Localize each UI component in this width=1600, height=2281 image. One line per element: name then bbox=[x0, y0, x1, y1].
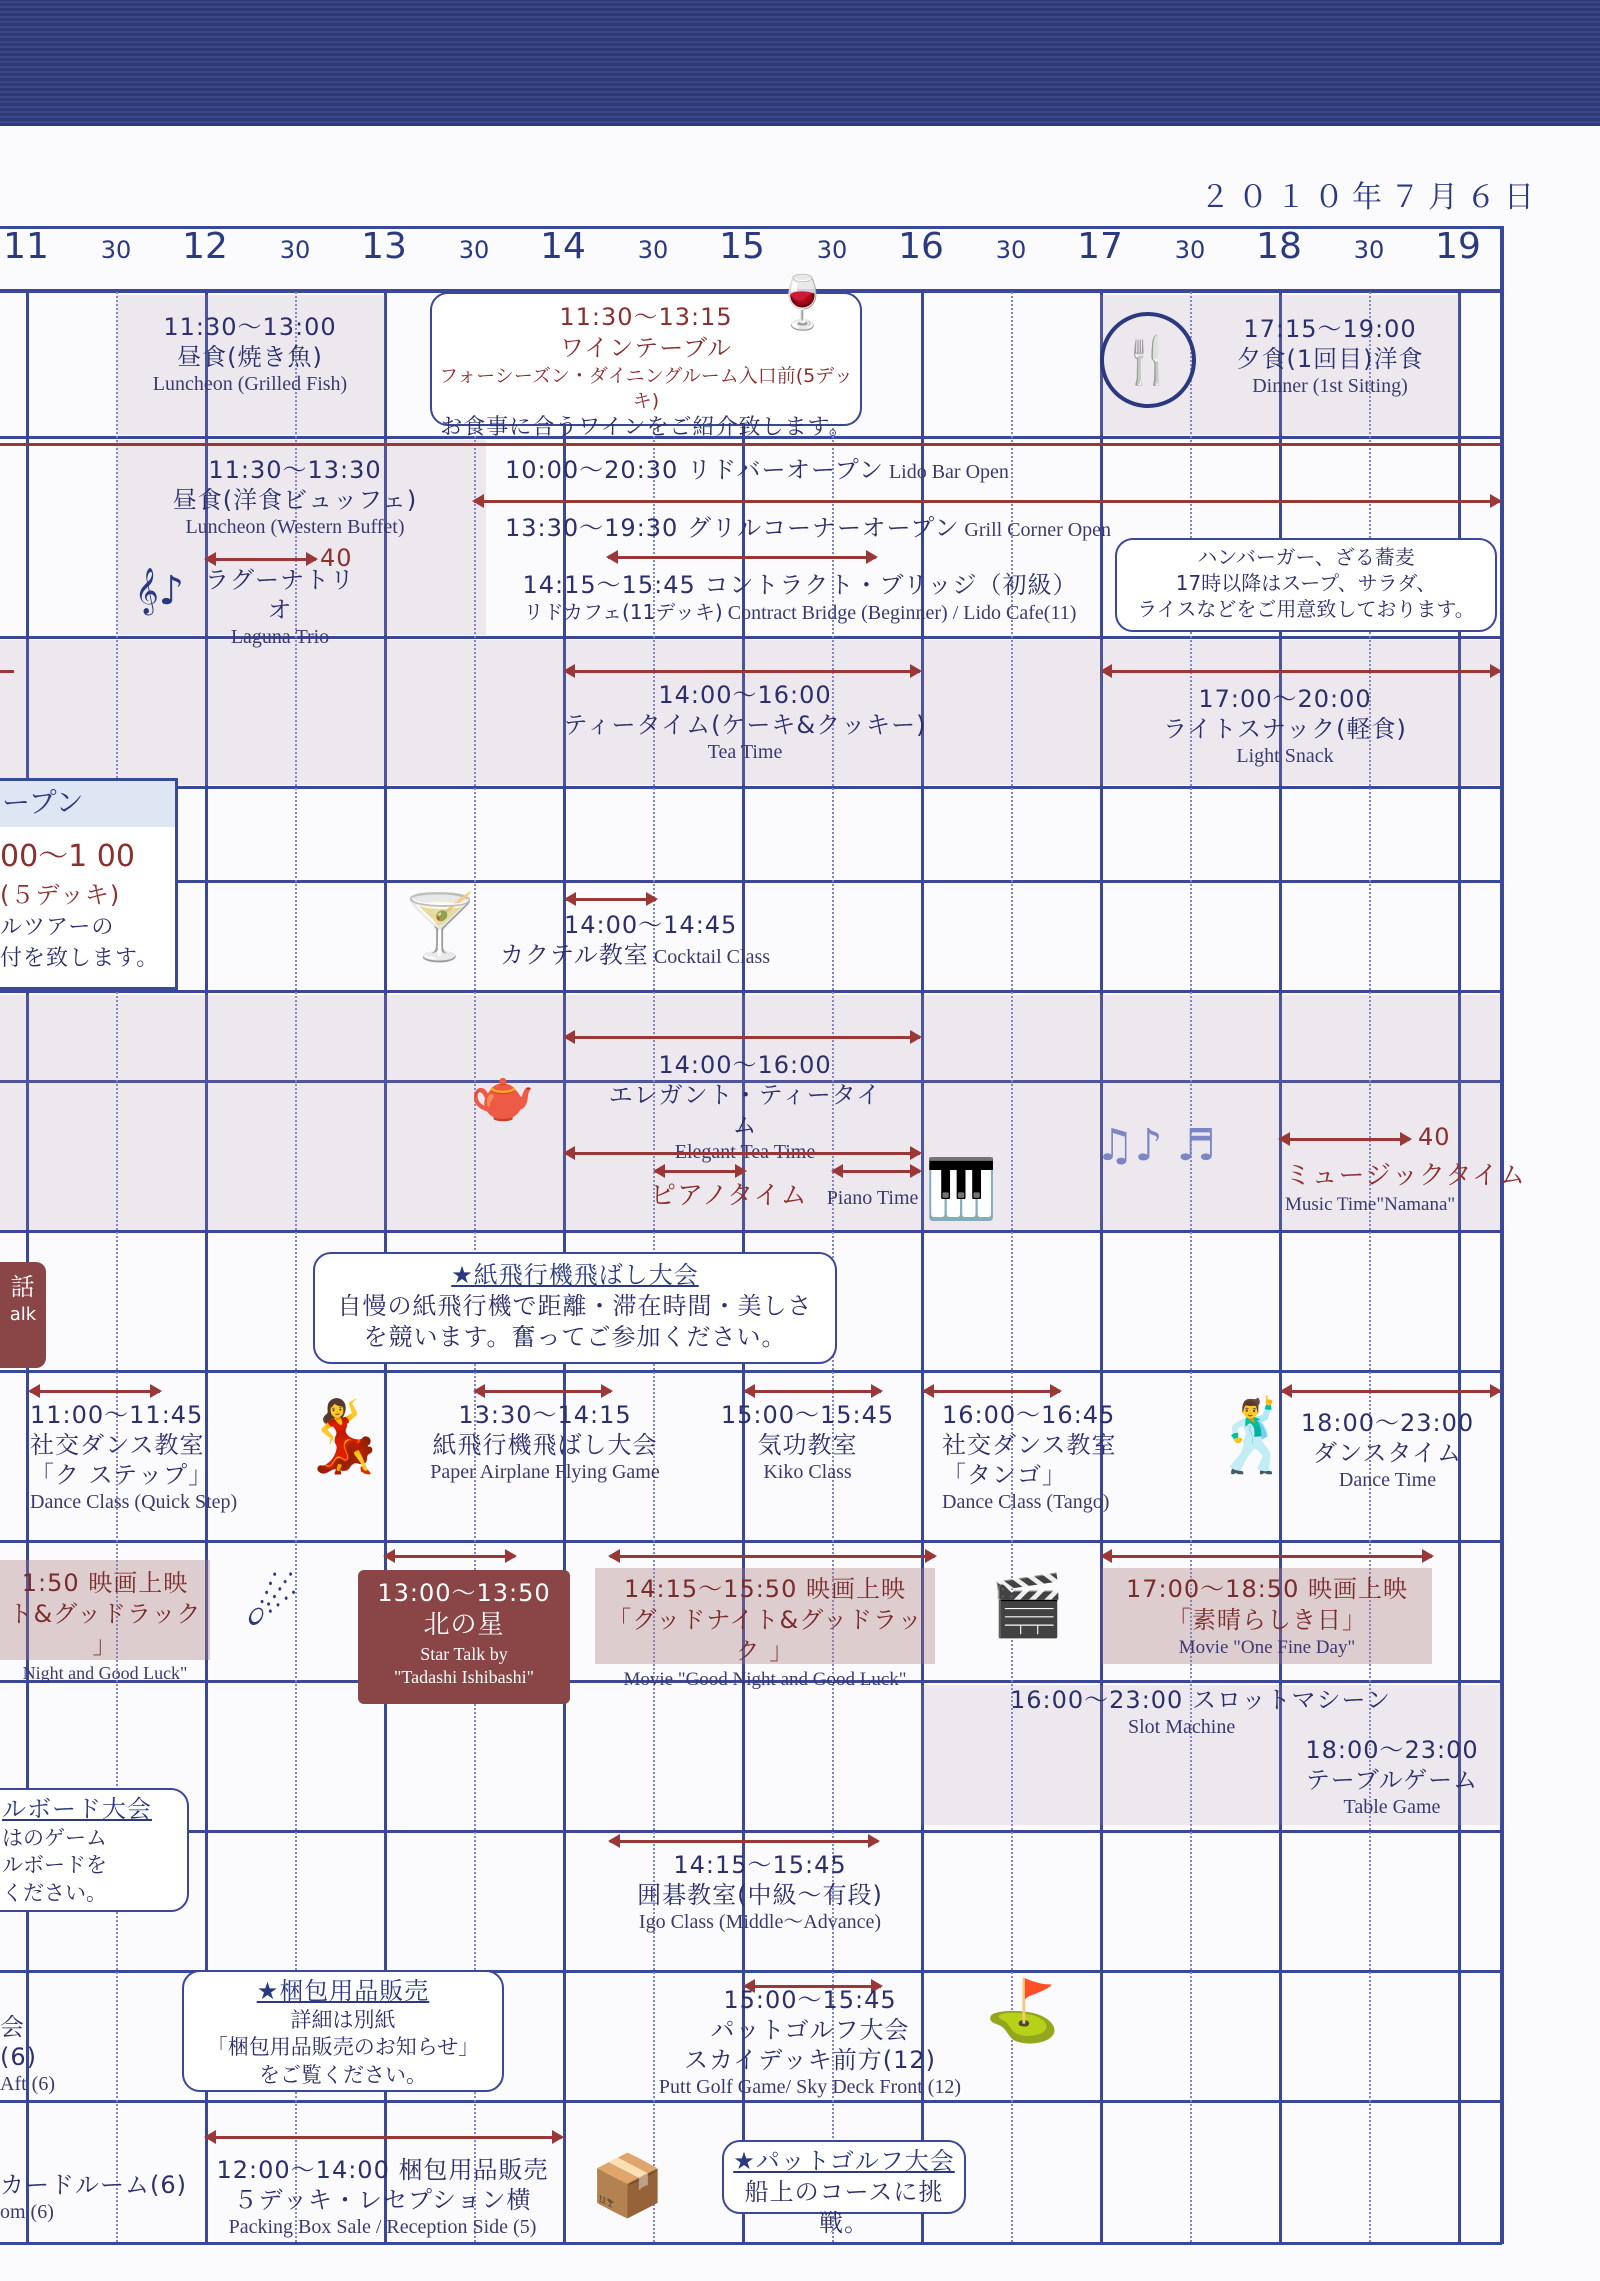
hour-label: 19 bbox=[1435, 226, 1481, 267]
grid-rule bbox=[0, 990, 1502, 993]
tea-event bbox=[560, 680, 930, 765]
music-event bbox=[1285, 1160, 1526, 1216]
wine-place: フォーシーズン・ダイニングルーム入口前(5デッキ) bbox=[439, 365, 853, 413]
pack-note-body: 詳細は別紙 「梱包用品販売のお知らせ」 をご覧ください。 bbox=[206, 2008, 480, 2087]
half-hour-label: 30 bbox=[100, 236, 132, 264]
wine-time: 11:30〜13:15 bbox=[559, 303, 733, 331]
putt-time: 15:00〜15:45 bbox=[723, 1986, 897, 2014]
schedule-date: ２０１０年７月６日 bbox=[1200, 180, 1542, 215]
dance3-title: ダンスタイム bbox=[1312, 1439, 1463, 1467]
pack-time: 12:00〜14:00 梱包用品販売 bbox=[216, 2156, 549, 2184]
dinner-time: 17:15〜19:00 bbox=[1243, 315, 1417, 343]
grid-rule bbox=[0, 1370, 1502, 1373]
piano-arrow-1 bbox=[655, 1170, 745, 1173]
movie2-box bbox=[595, 1568, 935, 1690]
trio-arrow bbox=[206, 558, 316, 561]
half-hour-label: 30 bbox=[279, 236, 311, 264]
pack-note-title: ★梱包用品販売 bbox=[256, 1977, 430, 2005]
putt-note-body: 船上のコースに挑戦。 bbox=[744, 2178, 944, 2238]
box-open-frag: ープン bbox=[0, 781, 175, 827]
lido-bar-bar bbox=[0, 443, 1500, 446]
shooting-star-icon: ☄ bbox=[245, 1570, 299, 1640]
snack-event bbox=[1150, 684, 1420, 769]
music-en: Music Time"Namana" bbox=[1285, 1193, 1456, 1215]
card-en-frag: om (6) bbox=[0, 2201, 54, 2223]
plane-title: 紙飛行機飛ばし大会 bbox=[432, 1431, 658, 1459]
grill-title: 13:30〜19:30 グリルコーナーオープン bbox=[505, 514, 960, 542]
dance2-event bbox=[942, 1400, 1117, 1515]
grid-rule bbox=[0, 880, 1502, 883]
bridge-arrow bbox=[608, 556, 876, 559]
slot-en: Slot Machine bbox=[1128, 1716, 1236, 1738]
movie1-line2: ト&グッドラック 」 bbox=[8, 1600, 202, 1660]
snack-arrow bbox=[1102, 670, 1500, 673]
igo-arrow bbox=[610, 1840, 878, 1843]
bridge-title: 14:15〜15:45 コントラクト・ブリッジ（初級） bbox=[522, 571, 1078, 599]
grill-en: Grill Corner Open bbox=[964, 519, 1112, 541]
grid-rule bbox=[0, 1540, 1502, 1543]
dance3-time: 18:00〜23:00 bbox=[1300, 1409, 1475, 1437]
igo-event bbox=[600, 1850, 920, 1935]
talk-jp: 話 bbox=[10, 1273, 36, 1301]
grid-rule bbox=[0, 786, 1502, 789]
hour-label: 15 bbox=[719, 226, 765, 267]
music-notes-icon: 𝄞♪ bbox=[135, 568, 185, 614]
table-title: テーブルゲーム bbox=[1305, 1766, 1479, 1794]
kiko-event bbox=[720, 1400, 895, 1485]
movie2-en: Movie "Good Night and Good Luck" bbox=[623, 1668, 907, 1690]
lunch-fish-event bbox=[130, 312, 370, 397]
snack-time: 17:00〜20:00 bbox=[1198, 685, 1372, 713]
grand-piano-icon: 🎹 bbox=[925, 1155, 998, 1223]
airplane-note-body: 自慢の紙飛行機で距離・滞在時間・美しさ を競います。奮ってご参加ください。 bbox=[337, 1292, 813, 1352]
pack-sale-event bbox=[200, 2155, 565, 2240]
piano-en: Piano Time bbox=[826, 1187, 919, 1209]
cocktail-en: Cocktail Class bbox=[653, 946, 771, 968]
music-minutes: 40 bbox=[1418, 1123, 1451, 1151]
plane-en: Paper Airplane Flying Game bbox=[430, 1461, 660, 1483]
tea-arrow bbox=[565, 670, 920, 673]
lunch-fish-en: Luncheon (Grilled Fish) bbox=[152, 373, 348, 395]
kiko-arrow bbox=[745, 1390, 881, 1393]
dinner-en: Dinner (1st Sitting) bbox=[1252, 375, 1408, 397]
snack-en: Light Snack bbox=[1236, 745, 1334, 767]
board-title: ルボード大会 bbox=[2, 1795, 152, 1823]
trio-en: Laguna Trio bbox=[230, 626, 330, 648]
board-note-bubble bbox=[0, 1788, 189, 1912]
dancers-icon: 💃 bbox=[300, 1395, 388, 1477]
grid-right-border bbox=[1500, 226, 1504, 2244]
dance1-sub: 「ク ステップ」 bbox=[30, 1461, 214, 1489]
table-en: Table Game bbox=[1343, 1796, 1441, 1818]
elegant-event bbox=[600, 1050, 890, 1165]
kiko-en: Kiko Class bbox=[763, 1461, 852, 1483]
grid-rule bbox=[0, 1230, 1502, 1233]
grill-event bbox=[505, 513, 1111, 543]
hour-label: 14 bbox=[540, 226, 586, 267]
plane-event bbox=[410, 1400, 680, 1485]
talk-en: alk bbox=[9, 1304, 37, 1326]
plane-time: 13:30〜14:15 bbox=[458, 1401, 632, 1429]
board-line3: ください。 bbox=[2, 1880, 107, 1905]
dance2-time: 16:00〜16:45 bbox=[942, 1401, 1116, 1429]
dance1-arrow bbox=[30, 1390, 160, 1393]
movie1-box bbox=[0, 1560, 210, 1683]
piano-event bbox=[650, 1180, 918, 1213]
movie3-arrow bbox=[1102, 1555, 1432, 1558]
bridge-place: リドカフェ(11デッキ) bbox=[523, 600, 723, 624]
hour-label: 12 bbox=[182, 226, 228, 267]
taikai-six: (6) bbox=[0, 2043, 37, 2071]
lunch-fish-title: 昼食(焼き魚) bbox=[177, 343, 323, 371]
dinner-title: 夕食(1回目)洋食 bbox=[1236, 345, 1424, 373]
buffet-event bbox=[150, 455, 440, 540]
table-time: 18:00〜23:00 bbox=[1305, 1736, 1479, 1764]
star-talk-box bbox=[358, 1570, 570, 1704]
lido-bar-en: Lido Bar Open bbox=[888, 461, 1009, 483]
lido-bar-event bbox=[505, 455, 1009, 485]
lido-bar-title: 10:00〜20:30 リドバーオープン bbox=[505, 456, 884, 484]
star-time: 13:00〜13:50 bbox=[377, 1579, 551, 1607]
snack-title: ライトスナック(軽食) bbox=[1163, 715, 1407, 743]
grid-rule bbox=[0, 2242, 1502, 2245]
kiko-time: 15:00〜15:45 bbox=[720, 1401, 895, 1429]
putt-en: Putt Golf Game/ Sky Deck Front (12) bbox=[658, 2076, 962, 2098]
dance2-sub: 「タンゴ」 bbox=[942, 1461, 1067, 1489]
dancers-icon: 🕺 bbox=[1210, 1395, 1298, 1477]
piano-arrow-2 bbox=[833, 1170, 920, 1173]
board-line2: ルボードを bbox=[2, 1853, 107, 1878]
putt-note-bubble bbox=[722, 2140, 966, 2238]
half-hour-label: 30 bbox=[995, 236, 1027, 264]
slot-event bbox=[1010, 1685, 1391, 1740]
movie2-line2: 「グッドナイト&グッドラック 」 bbox=[607, 1606, 923, 1666]
grill-arrow bbox=[474, 500, 1500, 503]
buffet-en: Luncheon (Western Buffet) bbox=[185, 516, 405, 538]
wine-desc: お食事に合うワインをご紹介致します。 bbox=[440, 414, 852, 440]
grid-rule bbox=[0, 1830, 1502, 1833]
movie3-en: Movie "One Fine Day" bbox=[1178, 1637, 1356, 1659]
igo-en: Igo Class (Middle〜Advance) bbox=[638, 1911, 882, 1933]
boxes-icon: 📦 bbox=[590, 2151, 665, 2221]
music-notes-icon: ♫♪ ♬ bbox=[1095, 1120, 1216, 1171]
star-title: 北の星 bbox=[423, 1610, 505, 1641]
movie2-arrow bbox=[610, 1555, 935, 1558]
igo-time: 14:15〜15:45 bbox=[673, 1851, 847, 1879]
buffet-title: 昼食(洋食ビュッフェ) bbox=[172, 486, 418, 514]
dance2-en: Dance Class (Tango) bbox=[942, 1491, 1110, 1513]
lunch-fish-time: 11:30〜13:00 bbox=[163, 313, 337, 341]
box-time-frag: 00〜1 00 bbox=[0, 839, 135, 874]
fork-knife-icon: 🍴 bbox=[1100, 312, 1196, 408]
putt-title1: パットゴルフ大会 bbox=[710, 2016, 910, 2044]
piano-arrow-long bbox=[565, 1152, 920, 1155]
elegant-title: エレガント・ティータイム bbox=[608, 1081, 882, 1139]
half-hour-label: 30 bbox=[1353, 236, 1385, 264]
movie3-line2: 「素晴らしき日」 bbox=[1167, 1606, 1367, 1635]
dinner-event bbox=[1200, 314, 1460, 399]
music-arrow bbox=[1280, 1138, 1410, 1141]
dance2-arrow bbox=[924, 1390, 1060, 1393]
hour-label: 17 bbox=[1077, 226, 1123, 267]
clapperboard-icon: 🎬 bbox=[990, 1571, 1065, 1641]
dance1-time: 11:00〜11:45 bbox=[30, 1401, 204, 1429]
star-en2: "Tadashi Ishibashi" bbox=[394, 1667, 534, 1688]
tea-left-arrow bbox=[0, 670, 14, 673]
trio-minutes: 40 bbox=[320, 544, 353, 572]
card-frag: カードルーム(6) bbox=[0, 2171, 187, 2199]
left-partial-box bbox=[0, 778, 178, 990]
putt-note-title: ★パットゴルフ大会 bbox=[733, 2147, 955, 2175]
movie2-line1: 14:15〜15:50 映画上映 bbox=[624, 1575, 906, 1603]
dance3-en: Dance Time bbox=[1338, 1469, 1437, 1491]
igo-title: 囲碁教室(中級〜有段) bbox=[637, 1881, 883, 1909]
tea-title: ティータイム(ケーキ&クッキー) bbox=[563, 711, 927, 739]
cocktail-event bbox=[500, 910, 770, 970]
elegant-time: 14:00〜16:00 bbox=[658, 1051, 832, 1079]
half-hour-label: 30 bbox=[1174, 236, 1206, 264]
kiko-title: 気功教室 bbox=[757, 1431, 858, 1459]
box-deck-frag: (５デッキ) bbox=[0, 881, 121, 909]
burger-note-bubble: ハンバーガー、ざる蕎麦 17時以降はスープ、サラダ、 ライスなどをご用意致しております。 bbox=[1115, 538, 1497, 632]
piano-title: ピアノタイム bbox=[650, 1181, 808, 1211]
board-line1: はのゲーム bbox=[2, 1826, 107, 1851]
tea-en: Tea Time bbox=[707, 741, 783, 763]
elegant-arrow bbox=[565, 1036, 920, 1039]
golf-icon: ⛳ bbox=[985, 1976, 1060, 2046]
trio-event bbox=[200, 565, 360, 650]
talk-fragment-box bbox=[0, 1262, 46, 1368]
dance3-arrow bbox=[1282, 1390, 1500, 1393]
box-recept-frag: 付を致します。 bbox=[0, 946, 160, 971]
hour-label: 11 bbox=[3, 226, 49, 267]
movie1-line1: 1:50 映画上映 bbox=[21, 1569, 189, 1597]
pack-en: Packing Box Sale / Reception Side (5) bbox=[228, 2216, 537, 2238]
dance1-event bbox=[30, 1400, 237, 1515]
half-hour-label: 30 bbox=[637, 236, 669, 264]
hour-label: 16 bbox=[898, 226, 944, 267]
half-hour-label: 30 bbox=[458, 236, 490, 264]
movie1-en: Night and Good Luck" bbox=[22, 1662, 188, 1683]
box-tour-frag: ルツアーの bbox=[0, 915, 115, 940]
dance1-en: Dance Class (Quick Step) bbox=[30, 1491, 238, 1513]
dance1-title: 社交ダンス教室 bbox=[30, 1431, 205, 1459]
cocktail-title: カクテル教室 bbox=[500, 941, 649, 969]
movie3-box bbox=[1102, 1568, 1432, 1664]
music-title: ミュージックタイム bbox=[1285, 1161, 1526, 1191]
airplane-note-bubble bbox=[313, 1252, 837, 1364]
hour-line bbox=[1100, 292, 1103, 2242]
taikai-frag: 会 bbox=[0, 2013, 25, 2041]
putt-title2: スカイデッキ前方(12) bbox=[683, 2046, 937, 2074]
slot-title: 16:00〜23:00 スロットマシーン bbox=[1010, 1686, 1391, 1714]
wine-title: ワインテーブル bbox=[559, 334, 733, 363]
table-game-event bbox=[1282, 1735, 1502, 1820]
dance3-event bbox=[1295, 1408, 1480, 1493]
pack-note-bubble bbox=[182, 1970, 504, 2092]
movie3-line1: 17:00〜18:50 映画上映 bbox=[1126, 1575, 1408, 1603]
pack-arrow bbox=[206, 2136, 562, 2139]
hour-label: 13 bbox=[361, 226, 407, 267]
grid-rule bbox=[0, 2100, 1502, 2103]
putt-event bbox=[640, 1985, 980, 2100]
wine-glass-icon: 🍷 bbox=[770, 273, 835, 333]
buffet-time: 11:30〜13:30 bbox=[208, 456, 382, 484]
taikai-aft: Aft (6) bbox=[0, 2073, 55, 2095]
half-hour-label: 30 bbox=[816, 236, 848, 264]
pack-place: ５デッキ・レセプション横 bbox=[233, 2186, 532, 2214]
bridge-en: Contract Bridge (Beginner) / Lido Cafe(11) bbox=[727, 602, 1077, 624]
tea-time: 14:00〜16:00 bbox=[658, 681, 832, 709]
airplane-note-title: ★紙飛行機飛ばし大会 bbox=[451, 1261, 699, 1289]
bridge-event bbox=[500, 570, 1100, 626]
left-taikai-fragment bbox=[0, 2012, 55, 2097]
hour-label: 18 bbox=[1256, 226, 1302, 267]
teapot-icon: 🫖 bbox=[470, 1066, 535, 1126]
star-en1: Star Talk by bbox=[420, 1643, 508, 1664]
cocktail-glass-icon: 🍸 bbox=[400, 891, 480, 965]
dance2-title: 社交ダンス教室 bbox=[942, 1431, 1117, 1459]
cocktail-time: 14:00〜14:45 bbox=[564, 911, 738, 939]
cocktail-arrow bbox=[566, 898, 656, 901]
plane-arrow bbox=[475, 1390, 611, 1393]
star-arrow bbox=[385, 1555, 515, 1558]
card-room-fragment bbox=[0, 2170, 187, 2225]
trio-title: ラグーナトリオ bbox=[205, 566, 355, 624]
